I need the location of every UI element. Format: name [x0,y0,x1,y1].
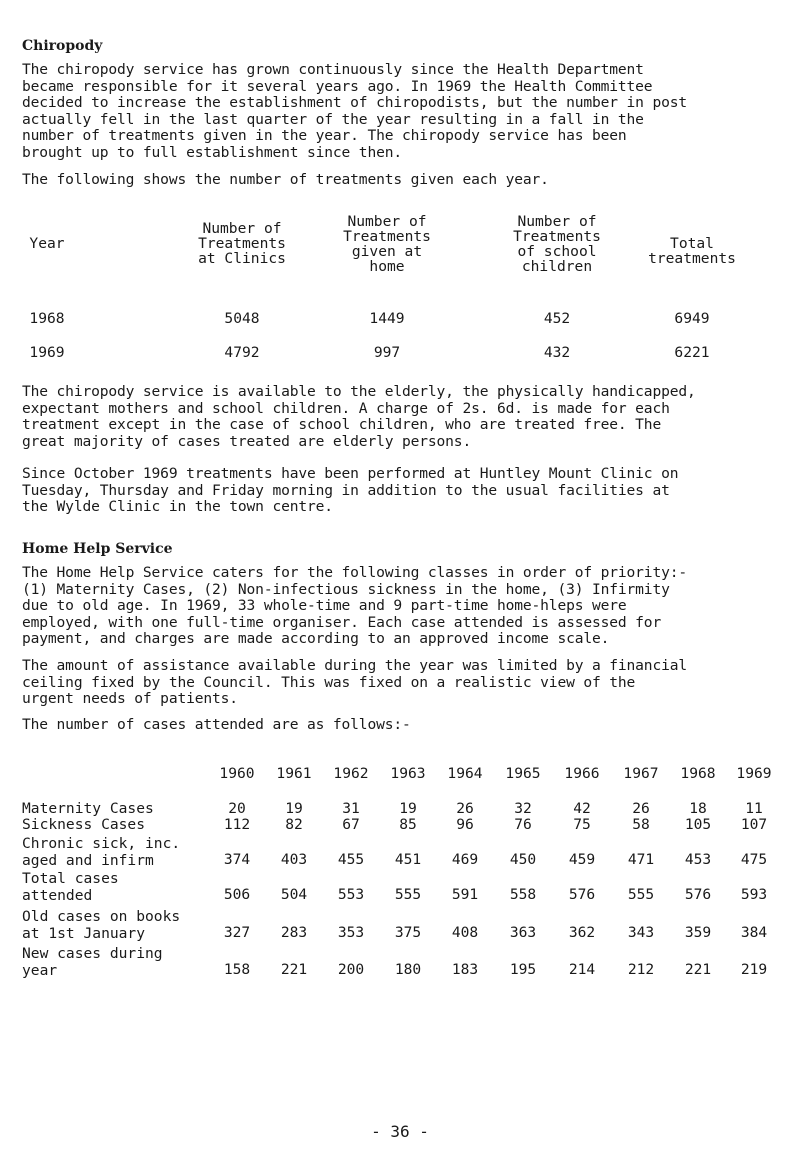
home-help-cell: 158 [223,961,251,978]
home-help-cell: 19 [285,800,303,817]
home-help-cell: 85 [399,816,417,833]
home-help-cell: 459 [568,851,596,868]
home-help-cell: 374 [223,851,251,868]
home-help-cell: 180 [394,961,422,978]
home-help-cell: 219 [740,961,768,978]
home-help-cell: 363 [509,924,537,941]
home-help-cell: 82 [285,816,303,833]
home-help-row-label: Maternity Cases [22,800,154,817]
home-help-row-label: Old cases on books at 1st January [22,908,181,942]
home-help-year-header: 1966 [564,765,600,782]
home-help-cell: 576 [684,886,712,903]
home-help-cell: 105 [684,816,712,833]
home-help-cell: 469 [451,851,479,868]
home-help-cell: 475 [740,851,768,868]
home-help-heading: Home Help Service [22,541,173,557]
home-help-row-label: Chronic sick, inc. aged and infirm [22,835,181,869]
home-help-cell: 343 [627,924,655,941]
home-help-year-header: 1962 [333,765,369,782]
home-help-cell: 212 [627,961,655,978]
home-help-cell: 76 [514,816,532,833]
home-help-cell: 453 [684,851,712,868]
chiropody-heading: Chiropody [22,38,103,54]
home-help-cell: 591 [451,886,479,903]
home-help-cell: 555 [394,886,422,903]
home-help-year-header: 1964 [447,765,483,782]
home-help-cell: 362 [568,924,596,941]
chiropody-row-clinics: 5048 [224,310,260,327]
home-help-cell: 455 [337,851,365,868]
home-help-cell: 576 [568,886,596,903]
chiropody-header-year: Year [29,235,65,252]
home-help-cell: 58 [632,816,650,833]
home-help-cell: 471 [627,851,655,868]
home-help-year-header: 1961 [276,765,312,782]
home-help-cell: 26 [632,800,650,817]
home-help-assistance-paragraph: The amount of assistance available during the year was limited by a financial ceiling fixed by the Council. This was fixed on a realistic view of the urgent needs of patients. [22,657,687,707]
home-help-cell: 283 [280,924,308,941]
home-help-cell: 403 [280,851,308,868]
home-help-year-header: 1960 [219,765,255,782]
home-help-row-label: Sickness Cases [22,816,146,833]
chiropody-row-year: 1969 [29,344,65,361]
home-help-cell: 183 [451,961,479,978]
home-help-cell: 31 [342,800,360,817]
home-help-year-header: 1965 [505,765,541,782]
home-help-cell: 359 [684,924,712,941]
home-help-cell: 408 [451,924,479,941]
chiropody-october-paragraph: Since October 1969 treatments have been performed at Huntley Mount Clinic on Tuesday, Thursday and Friday morning in addition to the usual facilities at the Wylde Clinic in the town centre. [22,465,679,515]
chiropody-header-total: Total treatments [648,235,736,267]
chiropody-header-clinics: Number of Treatments at Clinics [198,220,286,267]
home-help-cell: 67 [342,816,360,833]
home-help-cell: 450 [509,851,537,868]
home-help-cell: 451 [394,851,422,868]
home-help-year-header: 1963 [390,765,426,782]
home-help-cell: 107 [740,816,768,833]
home-help-cell: 20 [228,800,246,817]
home-help-cell: 26 [456,800,474,817]
chiropody-row-school: 452 [543,310,571,327]
chiropody-row-total: 6221 [674,344,710,361]
home-help-cell: 384 [740,924,768,941]
home-help-cell: 504 [280,886,308,903]
home-help-cell: 42 [573,800,591,817]
chiropody-row-total: 6949 [674,310,710,327]
home-help-cell: 214 [568,961,596,978]
chiropody-row-home: 1449 [369,310,405,327]
home-help-cell: 353 [337,924,365,941]
chiropody-row-year: 1968 [29,310,65,327]
home-help-cell: 553 [337,886,365,903]
home-help-cell: 558 [509,886,537,903]
home-help-cell: 221 [684,961,712,978]
home-help-cell: 506 [223,886,251,903]
chiropody-row-clinics: 4792 [224,344,260,361]
home-help-year-header: 1969 [736,765,772,782]
home-help-cell: 200 [337,961,365,978]
home-help-cell: 195 [509,961,537,978]
home-help-year-header: 1968 [680,765,716,782]
home-help-cell: 11 [745,800,763,817]
chiropody-row-school: 432 [543,344,571,361]
home-help-row-label: Total cases attended [22,870,119,904]
home-help-row-label: New cases during year [22,945,163,979]
chiropody-header-home: Number of Treatments given at home [343,213,431,275]
home-help-cell: 19 [399,800,417,817]
home-help-cell: 593 [740,886,768,903]
chiropody-intro-paragraph: The chiropody service has grown continuously since the Health Department became responsible for it several years ago. In 1969 the Health Committee decided to increase the establishment of chiropodists, but the number in post actually fell in the last quarter of the year resulting in a fall in the number of treatments given in the year. The chiropody service has been brought up to full establishment since then. [22,61,687,161]
home-help-cell: 555 [627,886,655,903]
home-help-cell: 18 [689,800,707,817]
home-help-cell: 327 [223,924,251,941]
home-help-cell: 375 [394,924,422,941]
home-help-table-intro: The number of cases attended are as follows:- [22,716,411,733]
chiropody-header-school: Number of Treatments of school children [513,213,601,275]
home-help-cell: 112 [223,816,251,833]
home-help-cell: 32 [514,800,532,817]
home-help-year-header: 1967 [623,765,659,782]
home-help-cell: 221 [280,961,308,978]
chiropody-table-intro: The following shows the number of treatments given each year. [22,171,549,188]
chiropody-row-home: 997 [373,344,401,361]
page-number: - 36 - [371,1122,429,1141]
home-help-priority-paragraph: The Home Help Service caters for the following classes in order of priority:- (1) Maternity Cases, (2) Non-infectious sickness in the home, (3) Infirmity due to old age. In 1969, 33 whole-time and 9 part-time home-hleps were employed, with one full-time organiser. Each case attended is assessed for payment, and charges are made according to an approved income scale. [22,564,687,647]
home-help-cell: 96 [456,816,474,833]
home-help-cell: 75 [573,816,591,833]
chiropody-availability-paragraph: The chiropody service is available to the elderly, the physically handicapped, expectant mothers and school children. A charge of 2s. 6d. is made for each treatment except in the case of school children, who are treated free. The great majority of cases treated are elderly persons. [22,383,696,450]
